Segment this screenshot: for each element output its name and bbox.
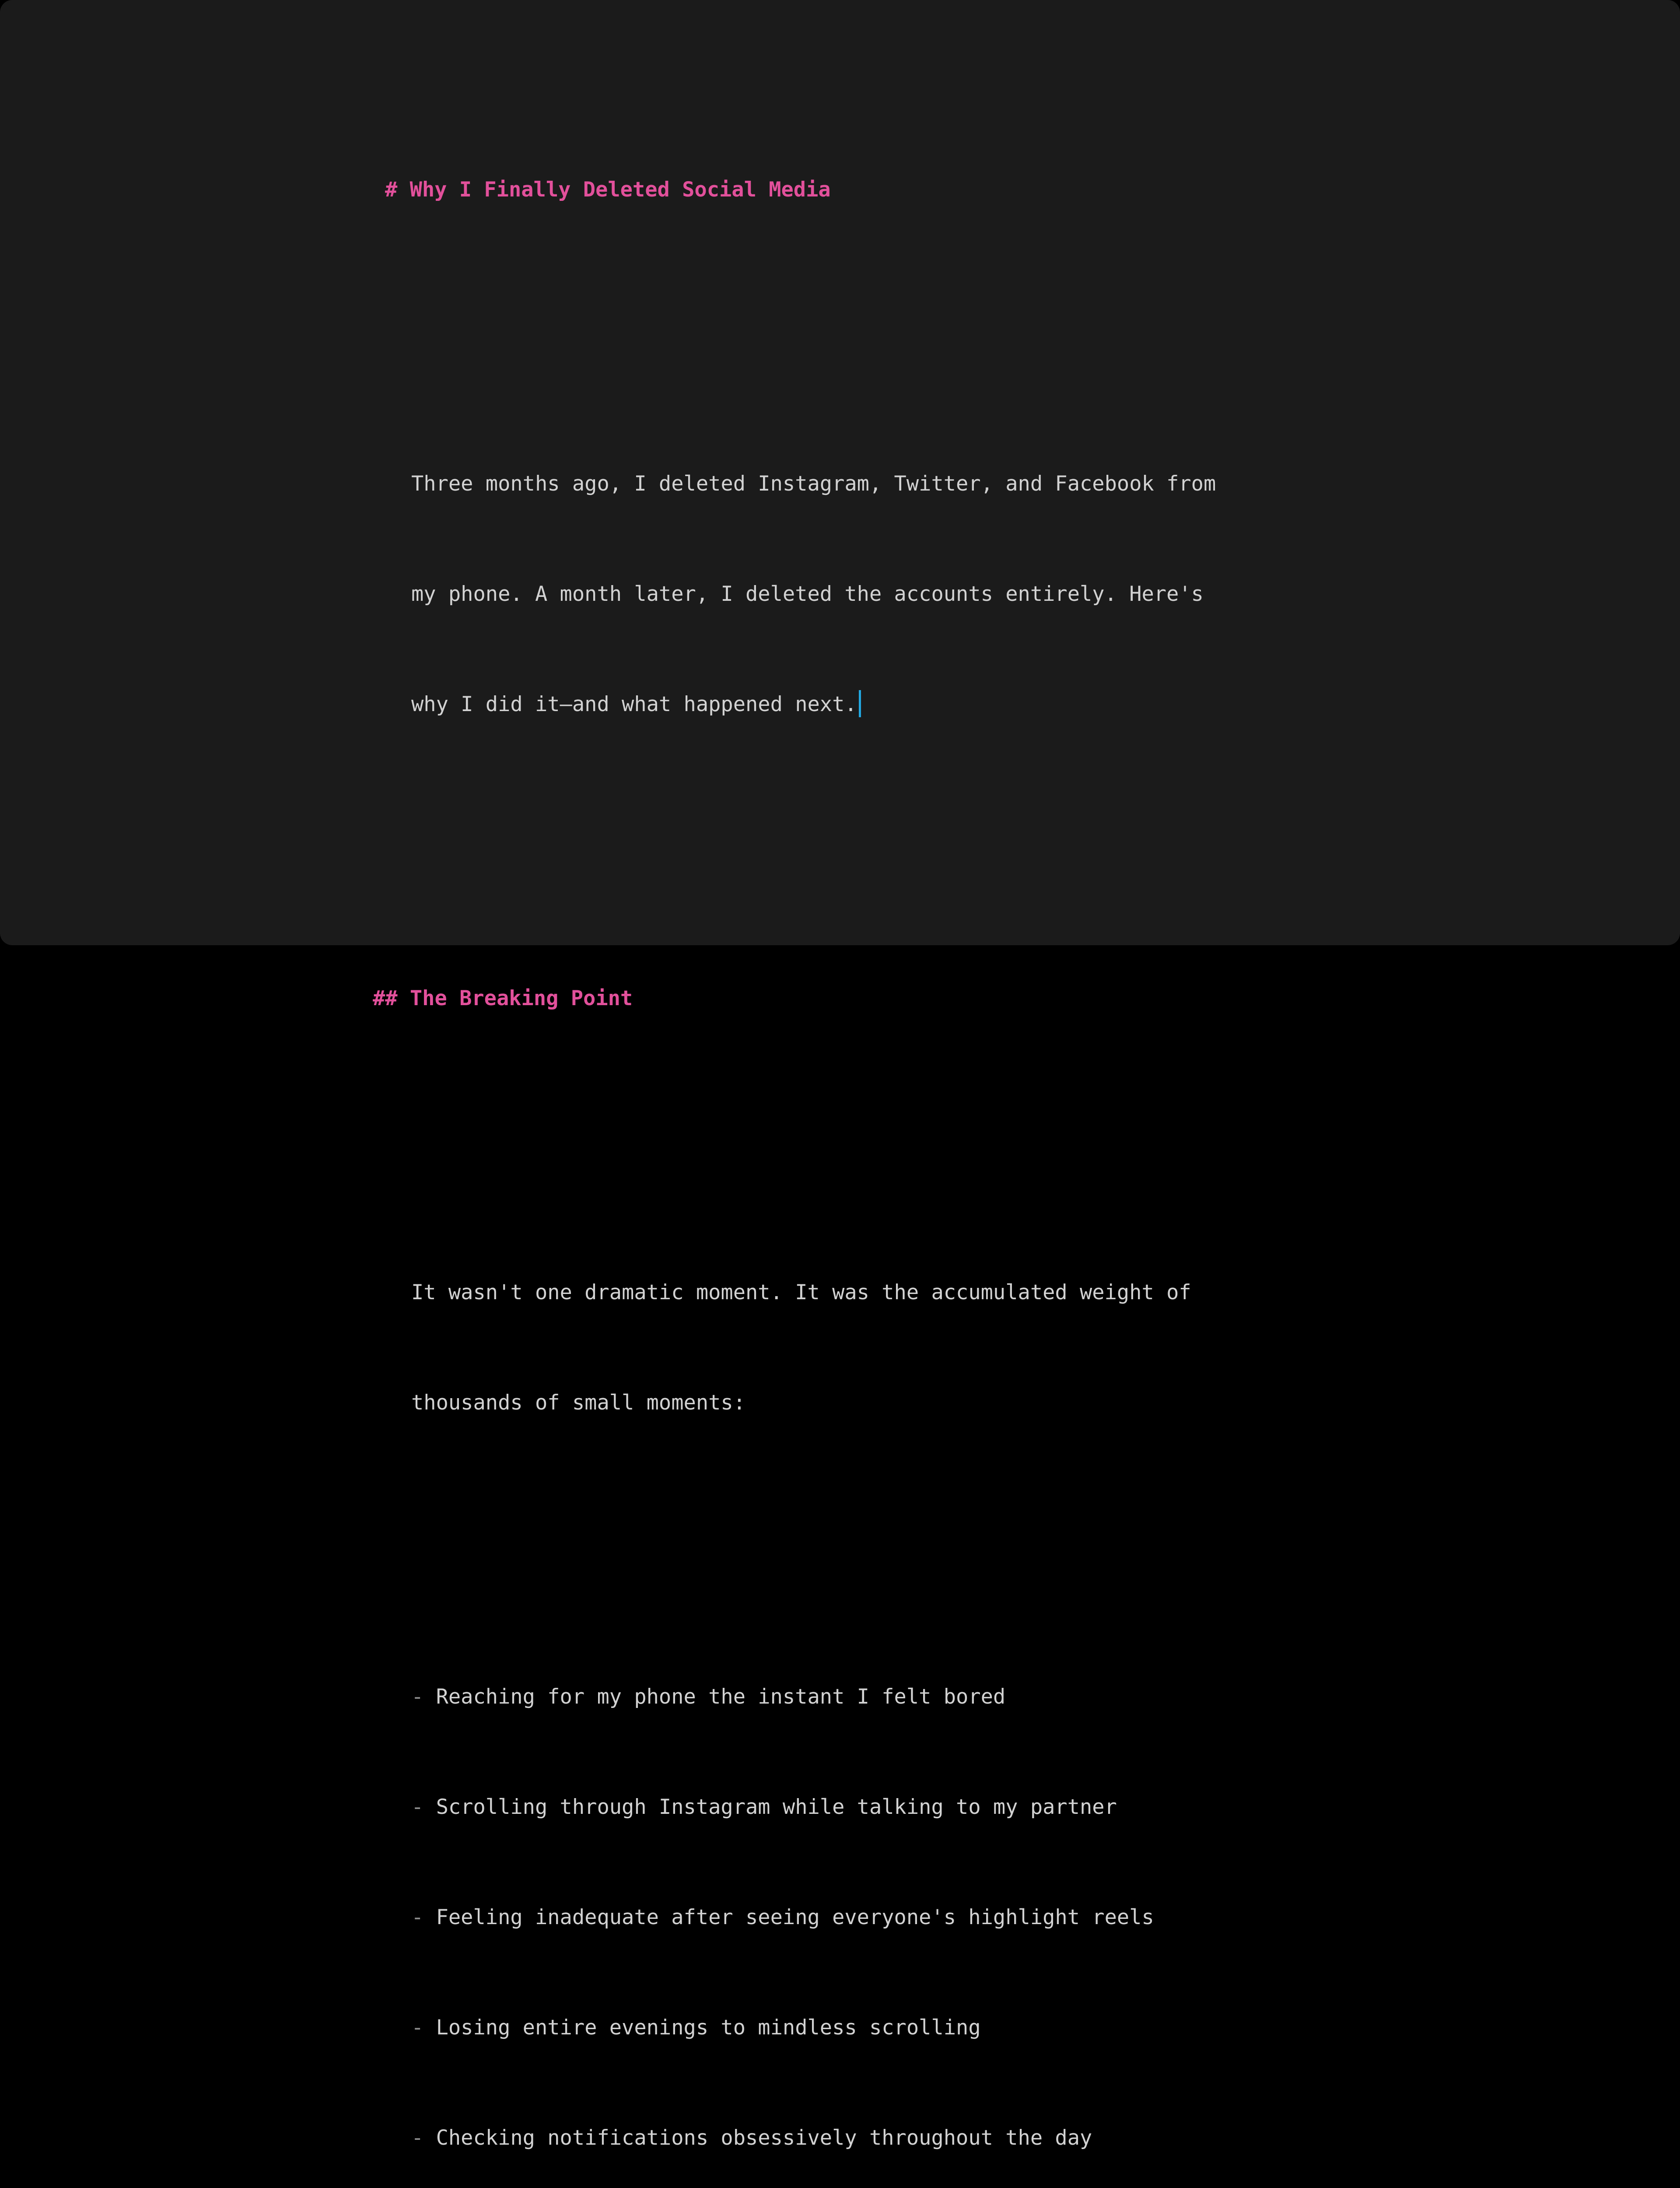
blank-line	[411, 1127, 1286, 1164]
heading-1-text: Why I Finally Deleted Social Media	[410, 178, 831, 202]
para2-line-2[interactable]: thousands of small moments:	[411, 1391, 746, 1415]
markdown-editor[interactable]	[373, 61, 1286, 2188]
para2-line-1[interactable]: It wasn't one dramatic moment. It was the accumulated weight of	[411, 1280, 1191, 1304]
list-item-text: Reaching for my phone the instant I felt bored	[436, 1685, 1006, 1709]
bullet-marker: -	[411, 2126, 424, 2150]
intro-line-2[interactable]: my phone. A month later, I deleted the accounts entirely. Here's	[411, 582, 1204, 606]
list-item-text: Feeling inadequate after seeing everyone's highlight reels	[436, 1905, 1154, 1929]
list-item-text: Losing entire evenings to mindless scrolling	[436, 2016, 981, 2040]
bullet-marker: -	[411, 1905, 424, 1929]
bullet-marker: -	[411, 1685, 424, 1709]
heading-1-marker: #	[385, 178, 398, 202]
text-cursor	[859, 690, 861, 717]
blank-line	[411, 319, 1286, 355]
list-item[interactable]	[411, 1679, 1286, 1715]
intro-line-1[interactable]: Three months ago, I deleted Instagram, Twitter, and Facebook from	[411, 472, 1216, 496]
list-item[interactable]	[411, 1789, 1286, 1826]
blank-line	[411, 833, 1286, 870]
heading-2-text: The Breaking Point	[410, 986, 633, 1010]
bullet-marker: -	[411, 2016, 424, 2040]
list-item[interactable]	[411, 1899, 1286, 1936]
blank-line	[411, 1532, 1286, 1568]
intro-line-3[interactable]	[411, 686, 1286, 723]
heading-2[interactable]	[373, 980, 1286, 1017]
heading-2-marker: ##	[373, 986, 398, 1010]
bullet-marker: -	[411, 1795, 424, 1819]
intro-line-3-text: why I did it—and what happened next.	[411, 692, 857, 716]
list-item-text: Checking notifications obsessively throughout the day	[436, 2126, 1092, 2150]
list-item[interactable]	[411, 2120, 1286, 2156]
list-item[interactable]	[411, 2009, 1286, 2046]
heading-1[interactable]	[385, 172, 1286, 208]
list-item-text: Scrolling through Instagram while talking to my partner	[436, 1795, 1117, 1819]
